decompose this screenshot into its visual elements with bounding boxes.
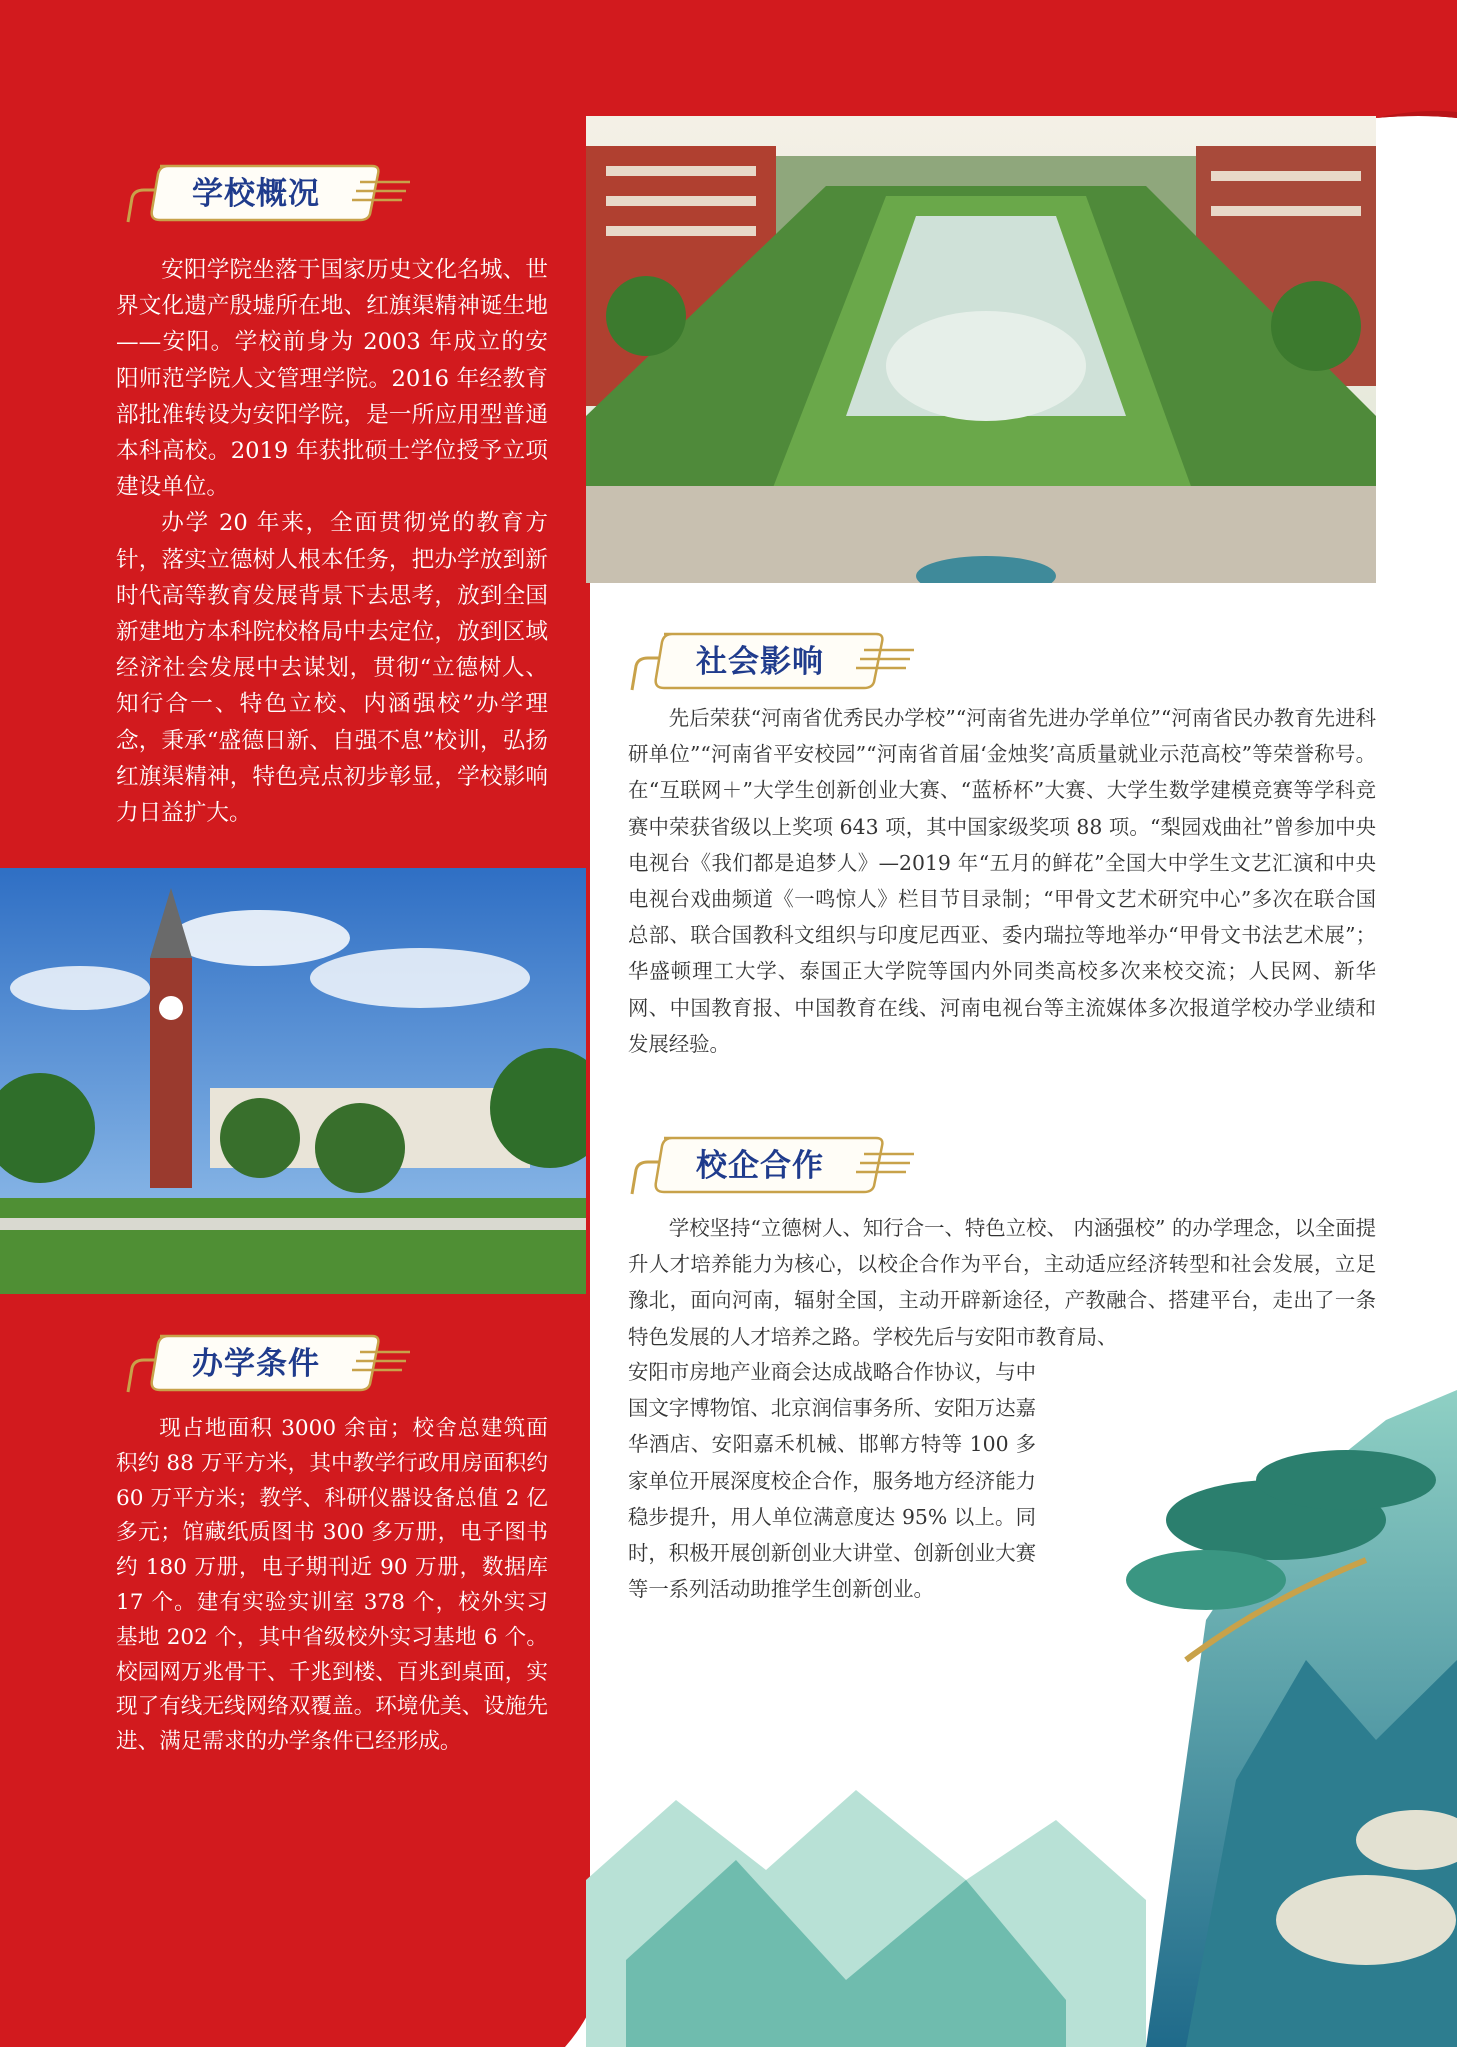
cooperation-text-narrow — [628, 1354, 1036, 1607]
clock-tower-photo — [0, 868, 586, 1294]
cooperation-text-wide — [628, 1210, 1376, 1355]
cooperation-paragraph-narrow: 安阳市房地产业商会达成战略合作协议，与中国文字博物馆、北京润信事务所、安阳万达嘉华酒店、安阳嘉禾机械、邯郸方特等 100 多家单位开展深度校企合作，服务地方经济能力稳步提升，用人单位满意度达 95% 以上。同时，积极开展创新创业大讲堂、创新创业大赛等一系列活动助推学生创新创业。 — [628, 1360, 1036, 1602]
section-title-cooperation — [624, 1132, 924, 1196]
section-title-label: 校企合作 — [696, 1148, 824, 1184]
section-title-overview — [120, 160, 420, 224]
overview-text — [116, 252, 548, 831]
conditions-paragraph-1: 现占地面积 3000 余亩；校舍总建筑面积约 88 万平方米，其中教学行政用房面积约 60 万平方米；教学、科研仪器设备总值 2 亿多元；馆藏纸质图书 300 多万册，电子图书约 180 万册，电子期刊近 90 万册，数据库 17 个。建有实验实训室 378 个，校外实习基地 202 个，其中省级校外实习基地 6 个。校园网万兆骨干、千兆到楼、百兆到桌面，实现了有线无线网络双覆盖。环境优美、设施先进、满足需求的办学条件已经形成。 — [116, 1416, 548, 1755]
section-title-conditions — [120, 1330, 420, 1394]
influence-paragraph-1: 先后荣获“河南省优秀民办学校”“河南省先进办学单位”“河南省民办教育先进科研单位”“河南省平安校园”“河南省首届‘金烛奖’高质量就业示范高校”等荣誉称号。在“互联网＋”大学生创新创业大赛、“蓝桥杯”大赛、大学生数学建模竞赛等学科竞赛中荣获省级以上奖项 643 项，其中国家级奖项 88 项。“梨园戏曲社”曾参加中央电视台《我们都是追梦人》—2019 年“五月的鲜花”全国大中学生文艺汇演和中央电视台戏曲频道《一鸣惊人》栏目节目录制；“甲骨文艺术研究中心”多次在联合国总部、联合国教科文组织与印度尼西亚、委内瑞拉等地举办“甲骨文书法艺术展”；华盛顿理工大学、泰国正大学院等国内外同类高校多次来校交流；人民网、新华网、中国教育报、中国教育在线、河南电视台等主流媒体多次报道学校办学业绩和发展经验。 — [628, 706, 1376, 1056]
section-title-influence — [624, 628, 924, 692]
overview-paragraph-1: 安阳学院坐落于国家历史文化名城、世界文化遗产殷墟所在地、红旗渠精神诞生地——安阳。学校前身为 2003 年成立的安阳师范学院人文管理学院。2016 年经教育部批准转设为安阳学院，是一所应用型普通本科高校。2019 年获批硕士学位授予立项建设单位。 — [116, 257, 548, 501]
conditions-text — [116, 1412, 548, 1760]
section-title-label: 学校概况 — [192, 176, 320, 212]
campus-aerial-photo — [586, 116, 1376, 583]
overview-paragraph-2: 办学 20 年来，全面贯彻党的教育方针，落实立德树人根本任务，把办学放到新时代高等教育发展背景下去思考，放到全国新建地方本科院校格局中去定位，放到区域经济社会发展中去谋划，贯彻“立德树人、知行合一、特色立校、内涵强校”办学理念，秉承“盛德日新、自强不息”校训，弘扬红旗渠精神，特色亮点初步彰显，学校影响力日益扩大。 — [116, 510, 548, 827]
influence-text — [628, 700, 1376, 1062]
section-title-label: 办学条件 — [192, 1346, 320, 1382]
section-title-label: 社会影响 — [696, 644, 824, 680]
cooperation-paragraph-wide: 学校坚持“立德树人、知行合一、特色立校、 内涵强校” 的办学理念，以全面提升人才培养能力为核心，以校企合作为平台，主动适应经济转型和社会发展，立足豫北，面向河南，辐射全国，主动开辟新途径，产教融合、搭建平台，走出了一条特色发展的人才培养之路。学校先后与安阳市教育局、 — [628, 1216, 1376, 1349]
